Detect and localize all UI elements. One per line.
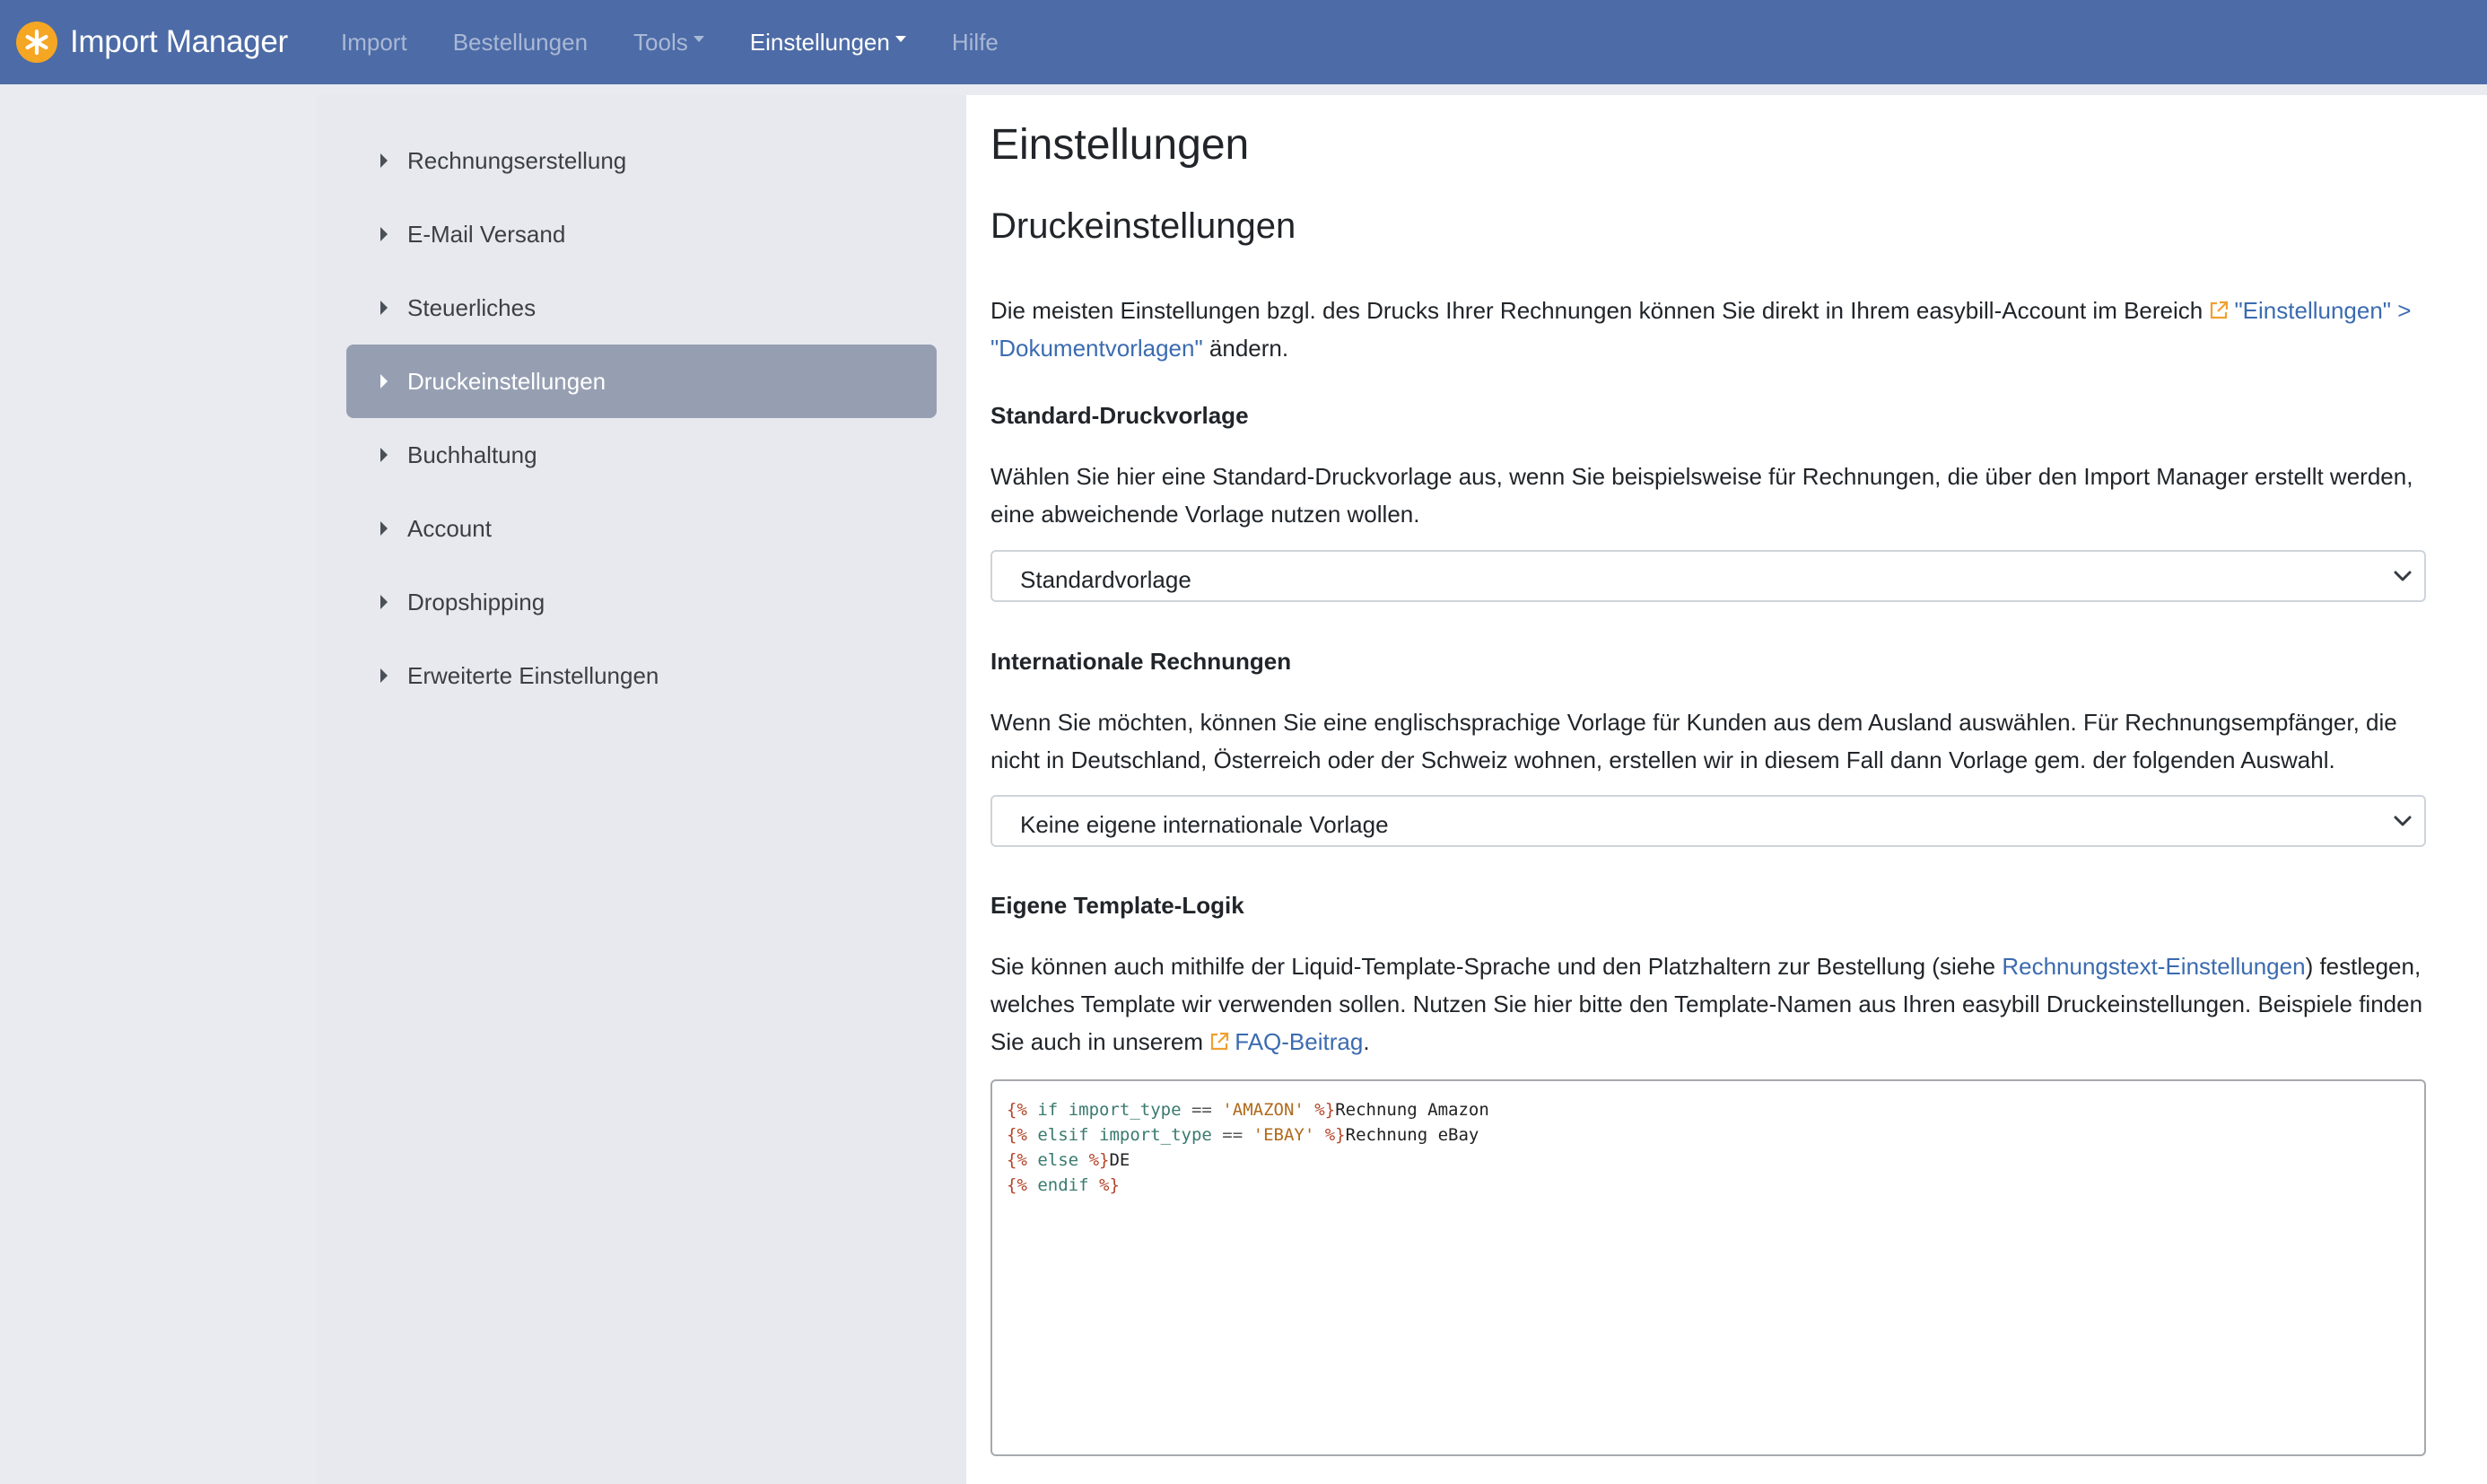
caret-right-icon xyxy=(380,153,388,168)
sidebar-item-label: Steuerliches xyxy=(407,293,537,321)
sidebar-item-dropshipping[interactable] xyxy=(346,565,937,639)
code-token: 'AMAZON' xyxy=(1222,1100,1305,1120)
app-title: Import Manager xyxy=(70,24,288,59)
nav-bestellungen[interactable] xyxy=(453,29,588,57)
main-nav xyxy=(341,0,1044,84)
template-logic-code-editor[interactable] xyxy=(990,1079,2426,1456)
template-logic-text-after: . xyxy=(1363,1028,1370,1055)
template-logic-description xyxy=(990,947,2426,1061)
international-description: Wenn Sie möchten, können Sie eine englischsprachige Vorlage für Kunden aus dem Ausland auswählen. Für Rechnungsempfänger, die nicht in Deutschland, Österreich oder der Schweiz wohnen, erstellen wir in diesem Fall dann Vorlage gem. der folgenden Auswahl. xyxy=(990,709,2397,773)
code-token: %} xyxy=(1088,1150,1110,1170)
sidebar-item-erweiterte-einstellungen[interactable] xyxy=(346,639,937,712)
standard-heading: Standard-Druckvorlage xyxy=(990,402,1249,429)
code-line xyxy=(1007,1100,1489,1120)
code-token: == xyxy=(1222,1125,1244,1145)
sidebar-item-label: Druckeinstellungen xyxy=(407,367,606,395)
international-template-value: Keine eigene internationale Vorlage xyxy=(1020,810,1389,838)
asterisk-logo-icon xyxy=(16,22,57,63)
sidebar-item-buchhaltung[interactable] xyxy=(346,418,937,492)
faq-beitrag-link-label: FAQ-Beitrag xyxy=(1235,1028,1364,1055)
code-line xyxy=(1007,1125,1479,1145)
code-token: Rechnung eBay xyxy=(1345,1125,1479,1145)
top-navbar xyxy=(0,0,2487,84)
nav-einstellungen-dropdown[interactable] xyxy=(750,29,906,57)
code-token: %} xyxy=(1314,1100,1336,1120)
intro-paragraph xyxy=(990,292,2426,367)
sidebar-item-email-versand[interactable] xyxy=(346,197,937,271)
caret-right-icon xyxy=(380,668,388,683)
sidebar-item-label: Buchhaltung xyxy=(407,441,537,468)
main-content xyxy=(966,95,2487,1484)
code-line xyxy=(1007,1150,1130,1170)
code-token: {% xyxy=(1007,1150,1027,1170)
template-logic-text-middle: ) festlegen, welches Template wir verwenden sollen. Nutzen Sie hier bitte den Template-Namen aus Ihren easybill Druckeinstellungen. Beispiele finden Sie auch in unserem xyxy=(990,953,2423,1055)
sidebar-item-label: Rechnungserstellung xyxy=(407,146,627,174)
settings-sidebar xyxy=(317,95,966,1484)
code-token: if xyxy=(1037,1100,1059,1120)
code-token: else xyxy=(1037,1150,1079,1170)
code-token: == xyxy=(1191,1100,1212,1120)
rechnungstext-einstellungen-link[interactable]: Rechnungstext-Einstellungen xyxy=(2002,953,2306,980)
external-link-icon xyxy=(1209,1032,1229,1052)
caret-right-icon xyxy=(380,301,388,315)
template-logic-heading: Eigene Template-Logik xyxy=(990,892,1244,919)
caret-right-icon xyxy=(380,227,388,241)
sidebar-item-steuerliches[interactable] xyxy=(346,271,937,345)
sidebar-item-label: Dropshipping xyxy=(407,588,545,615)
code-token: %} xyxy=(1324,1125,1346,1145)
sidebar-item-label: E-Mail Versand xyxy=(407,220,566,248)
nav-tools-label: Tools xyxy=(633,28,688,56)
chevron-down-icon xyxy=(2394,815,2412,827)
sidebar-item-label: Account xyxy=(407,514,492,542)
code-token: 'EBAY' xyxy=(1252,1125,1315,1145)
code-token: import_type xyxy=(1068,1100,1182,1120)
sidebar-item-account[interactable] xyxy=(346,492,937,565)
code-token: Rechnung Amazon xyxy=(1335,1100,1489,1120)
nav-bestellungen-label: Bestellungen xyxy=(452,28,589,56)
code-token: {% xyxy=(1007,1100,1027,1120)
sidebar-item-label: Erweiterte Einstellungen xyxy=(407,661,659,689)
nav-hilfe[interactable] xyxy=(952,29,999,57)
caret-down-icon xyxy=(895,36,906,42)
code-token: {% xyxy=(1007,1125,1027,1145)
code-token: elsif xyxy=(1037,1125,1089,1145)
code-token: import_type xyxy=(1099,1125,1212,1145)
nav-import[interactable] xyxy=(341,29,407,57)
standard-template-value: Standardvorlage xyxy=(1020,565,1191,593)
dokumentvorlagen-link-label: "Einstellungen" > "Dokumentvorlagen" xyxy=(990,297,2412,362)
nav-einstellungen-label: Einstellungen xyxy=(749,28,890,56)
page-title: Einstellungen xyxy=(990,121,1250,169)
caret-right-icon xyxy=(380,595,388,609)
intro-text-after: ändern. xyxy=(1202,335,1289,362)
template-logic-text-before: Sie können auch mithilfe der Liquid-Template-Sprache und den Platzhaltern zur Bestellung (siehe xyxy=(990,953,2003,980)
nav-import-label: Import xyxy=(341,28,407,56)
external-link-icon xyxy=(2209,301,2229,320)
caret-right-icon xyxy=(380,521,388,536)
international-heading: Internationale Rechnungen xyxy=(990,648,1292,675)
sidebar-item-druckeinstellungen[interactable] xyxy=(346,345,937,418)
sidebar-item-rechnungserstellung[interactable] xyxy=(346,124,937,197)
code-token: %} xyxy=(1099,1175,1120,1195)
standard-template-select[interactable] xyxy=(990,550,2426,602)
chevron-down-icon xyxy=(2394,570,2412,582)
caret-right-icon xyxy=(380,374,388,388)
caret-down-icon xyxy=(694,36,704,42)
code-token: endif xyxy=(1037,1175,1089,1195)
standard-description: Wählen Sie hier eine Standard-Druckvorlage aus, wenn Sie beispielsweise für Rechnungen, die über den Import Manager erstellt werden, eine abweichende Vorlage nutzen wollen. xyxy=(990,463,2413,528)
intro-text-before: Die meisten Einstellungen bzgl. des Drucks Ihrer Rechnungen können Sie direkt in Ihrem easybill-Account im Bereich xyxy=(990,297,2210,324)
nav-hilfe-label: Hilfe xyxy=(951,28,999,56)
code-token: {% xyxy=(1007,1175,1027,1195)
nav-tools-dropdown[interactable] xyxy=(633,29,704,57)
caret-right-icon xyxy=(380,448,388,462)
international-template-select[interactable] xyxy=(990,795,2426,847)
faq-beitrag-link[interactable] xyxy=(1209,1028,1363,1055)
code-line xyxy=(1007,1175,1120,1195)
brand[interactable] xyxy=(16,22,341,63)
section-title: Druckeinstellungen xyxy=(990,206,1296,246)
code-token: DE xyxy=(1109,1150,1130,1170)
